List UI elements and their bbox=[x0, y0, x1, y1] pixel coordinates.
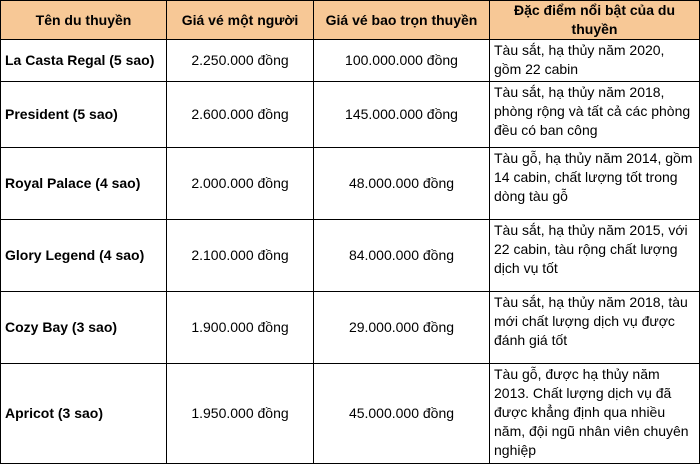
header-row bbox=[1, 1, 700, 40]
table-row bbox=[1, 82, 700, 148]
table-row bbox=[1, 220, 700, 292]
cruise-features: Tàu sắt, hạ thủy năm 2020, gồm 22 cabin bbox=[490, 40, 700, 82]
price-whole-boat: 45.000.000 đồng bbox=[314, 364, 490, 464]
cruise-features: Tàu gỗ, được hạ thủy năm 2013. Chất lượng dịch vụ đã được khẳng định qua nhiều năm, đội ngũ nhân viên chuyên nghiệp bbox=[490, 364, 700, 464]
table-row bbox=[1, 364, 700, 464]
cruise-name: Apricot (3 sao) bbox=[1, 364, 167, 464]
cruise-features: Tàu sắt, hạ thủy năm 2018, phòng rộng và tất cả các phòng đều có ban công bbox=[490, 82, 700, 148]
price-per-person: 2.250.000 đồng bbox=[167, 40, 314, 82]
table-row bbox=[1, 40, 700, 82]
cruise-name: La Casta Regal (5 sao) bbox=[1, 40, 167, 82]
header-cruise-name: Tên du thuyền bbox=[1, 1, 167, 40]
table-row bbox=[1, 148, 700, 220]
table-row bbox=[1, 292, 700, 364]
price-per-person: 2.100.000 đồng bbox=[167, 220, 314, 292]
header-price-whole-boat: Giá vé bao trọn thuyền bbox=[314, 1, 490, 40]
price-per-person: 2.000.000 đồng bbox=[167, 148, 314, 220]
header-features: Đặc điểm nổi bật của du thuyền bbox=[490, 1, 700, 40]
cruise-name: Glory Legend (4 sao) bbox=[1, 220, 167, 292]
price-whole-boat: 84.000.000 đồng bbox=[314, 220, 490, 292]
cruise-name: Royal Palace (4 sao) bbox=[1, 148, 167, 220]
price-whole-boat: 100.000.000 đồng bbox=[314, 40, 490, 82]
price-whole-boat: 29.000.000 đồng bbox=[314, 292, 490, 364]
price-whole-boat: 48.000.000 đồng bbox=[314, 148, 490, 220]
cruise-name: Cozy Bay (3 sao) bbox=[1, 292, 167, 364]
price-per-person: 1.900.000 đồng bbox=[167, 292, 314, 364]
header-price-per-person: Giá vé một người bbox=[167, 1, 314, 40]
price-per-person: 2.600.000 đồng bbox=[167, 82, 314, 148]
cruise-name: President (5 sao) bbox=[1, 82, 167, 148]
price-whole-boat: 145.000.000 đồng bbox=[314, 82, 490, 148]
cruise-features: Tàu sắt, hạ thủy năm 2015, với 22 cabin, tàu rộng chất lượng dịch vụ tốt bbox=[490, 220, 700, 292]
cruise-features: Tàu gỗ, hạ thủy năm 2014, gồm 14 cabin, chất lượng tốt trong dòng tàu gỗ bbox=[490, 148, 700, 220]
price-per-person: 1.950.000 đồng bbox=[167, 364, 314, 464]
cruise-features: Tàu sắt, hạ thủy năm 2018, tàu mới chất lượng dịch vụ được đánh giá tốt bbox=[490, 292, 700, 364]
